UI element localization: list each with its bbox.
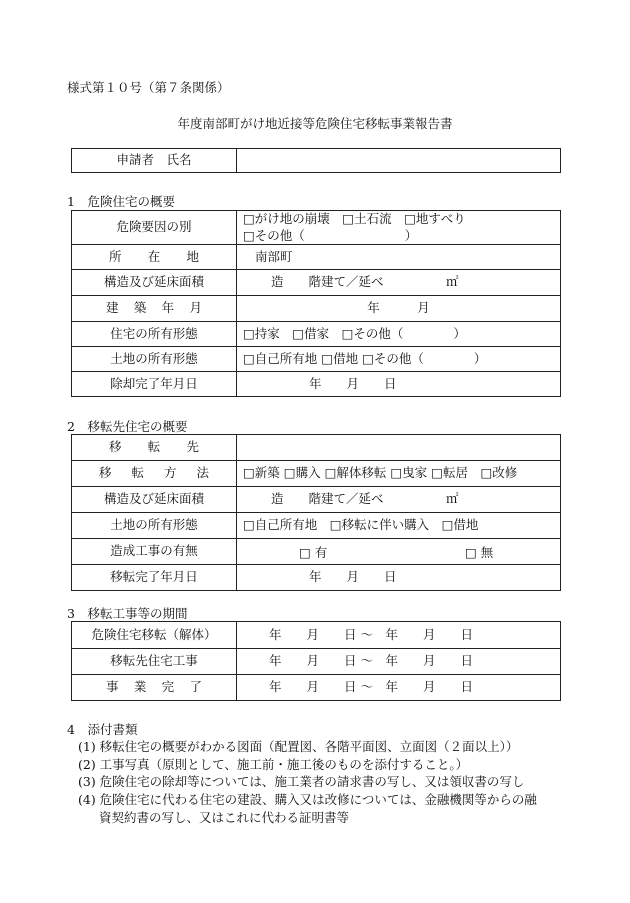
built-date-field[interactable]: 年 月 bbox=[237, 296, 561, 322]
table-row bbox=[72, 211, 561, 245]
relocation-date-field[interactable]: 年 月 日 bbox=[237, 565, 561, 591]
table-row bbox=[72, 649, 561, 675]
table-row bbox=[72, 296, 561, 322]
row-label: 土地の所有形態 bbox=[72, 513, 237, 539]
list-item: (1) 移転住宅の概要がわかる図面（配置図、各階平面図、立面図（２面以上）） bbox=[78, 739, 519, 754]
row-label: 除却完了年月日 bbox=[72, 372, 237, 397]
construction-period-field[interactable]: 年 月 日 ～ 年 月 日 bbox=[237, 649, 561, 675]
row-label: 移 転 方 法 bbox=[72, 461, 237, 487]
row-label: 移転完了年月日 bbox=[72, 565, 237, 591]
relocation-method-field[interactable]: □新築 □購入 □解体移転 □曳家 □転居 □改修 bbox=[237, 461, 561, 487]
row-label: 住宅の所有形態 bbox=[72, 322, 237, 347]
table-row bbox=[72, 372, 561, 397]
table-row bbox=[72, 435, 561, 461]
page-title: 年度南部町がけ地近接等危険住宅移転事業報告書 bbox=[177, 116, 453, 131]
demolition-date-field[interactable]: 年 月 日 bbox=[237, 372, 561, 397]
site-work-field[interactable] bbox=[237, 539, 561, 565]
row-label: 土地の所有形態 bbox=[72, 347, 237, 372]
section3-table bbox=[71, 621, 561, 701]
new-structure-area-field[interactable]: 造 階建て／延べ ㎡ bbox=[237, 487, 561, 513]
section2-table bbox=[71, 434, 561, 591]
row-value-line1: □がけ地の崩壊 □土石流 □地すべり bbox=[243, 211, 466, 227]
list-item: (2) 工事写真（原則として、施工前・施工後のものを添付すること。） bbox=[78, 757, 469, 772]
location-field[interactable]: 南部町 bbox=[237, 245, 561, 270]
structure-area-field[interactable]: 造 階建て／延べ ㎡ bbox=[237, 270, 561, 296]
section4-heading: 4 添付書類 bbox=[67, 722, 138, 737]
section2-heading: 2 移転先住宅の概要 bbox=[67, 419, 188, 434]
table-row bbox=[72, 487, 561, 513]
table-row bbox=[72, 565, 561, 591]
list-item: (4) 危険住宅に代わる住宅の建設、購入又は改修については、金融機関等からの融 bbox=[78, 792, 537, 807]
table-row bbox=[72, 461, 561, 487]
row-label: 構造及び延床面積 bbox=[72, 487, 237, 513]
site-work-no[interactable]: □ 無 bbox=[465, 545, 494, 560]
house-ownership-field[interactable]: □持家 □借家 □その他（ ） bbox=[237, 322, 561, 347]
demolition-period-field[interactable]: 年 月 日 ～ 年 月 日 bbox=[237, 622, 561, 649]
applicant-table bbox=[71, 148, 561, 173]
row-label: 造成工事の有無 bbox=[72, 539, 237, 565]
row-label: 移転先住宅工事 bbox=[72, 649, 237, 675]
table-row bbox=[72, 513, 561, 539]
table-row bbox=[72, 347, 561, 372]
row-label: 所 在 地 bbox=[72, 245, 237, 270]
list-item: 資契約書の写し、又はこれに代わる証明書等 bbox=[99, 810, 350, 825]
land-ownership-field[interactable]: □自己所有地 □借地 □その他（ ） bbox=[237, 347, 561, 372]
row-label: 構造及び延床面積 bbox=[72, 270, 237, 296]
hazard-type-field[interactable] bbox=[237, 211, 561, 245]
completion-period-field[interactable]: 年 月 日 ～ 年 月 日 bbox=[237, 675, 561, 701]
applicant-name-field[interactable] bbox=[237, 149, 561, 173]
row-label: 危険要因の別 bbox=[72, 211, 237, 245]
section1-heading: 1 危険住宅の概要 bbox=[67, 194, 175, 209]
row-label: 事 業 完 了 bbox=[72, 675, 237, 701]
table-row bbox=[72, 245, 561, 270]
table-row bbox=[72, 675, 561, 701]
table-row bbox=[72, 270, 561, 296]
site-work-yes[interactable]: □ 有 bbox=[299, 545, 328, 560]
table-row bbox=[72, 539, 561, 565]
section1-table bbox=[71, 210, 561, 397]
list-item: (3) 危険住宅の除却等については、施工業者の請求書の写し、又は領収書の写し bbox=[78, 774, 525, 789]
destination-field[interactable] bbox=[237, 435, 561, 461]
row-value-line2: □その他（ ） bbox=[243, 227, 418, 243]
table-row bbox=[72, 622, 561, 649]
row-label: 移 転 先 bbox=[72, 435, 237, 461]
table-row bbox=[72, 322, 561, 347]
new-land-ownership-field[interactable]: □自己所有地 □移転に伴い購入 □借地 bbox=[237, 513, 561, 539]
form-number: 様式第１０号（第７条関係） bbox=[67, 80, 230, 95]
section3-heading: 3 移転工事等の期間 bbox=[67, 606, 188, 621]
row-label: 危険住宅移転（解体） bbox=[72, 622, 237, 649]
row-label: 建 築 年 月 bbox=[72, 296, 237, 322]
applicant-label: 申請者 氏名 bbox=[72, 149, 237, 173]
